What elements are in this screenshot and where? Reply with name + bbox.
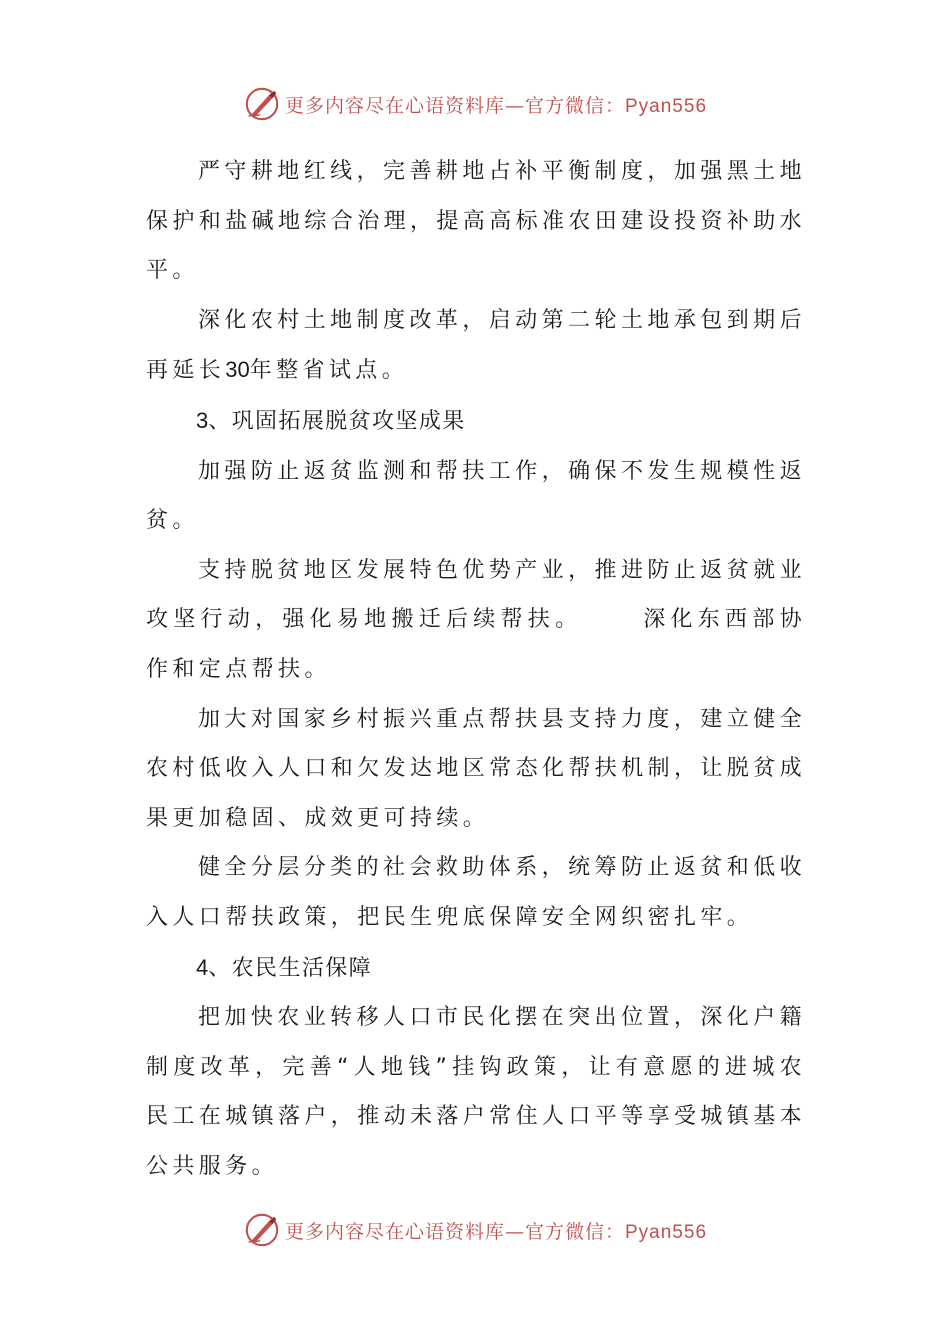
paragraph-text: 深化农村土地制度改革，启动第二轮土地承包到期后再延长	[146, 307, 806, 384]
heading-number: 4	[196, 954, 209, 980]
paragraph-text: 深化东西部协作和定点帮扶。	[146, 607, 806, 682]
watermark-text	[285, 1217, 707, 1244]
watermark-separator: —官方微信：	[504, 1220, 625, 1243]
heading-text: 、巩固拓展脱贫攻坚成果	[208, 408, 466, 434]
paragraph: 把加快农业转移人口市民化摆在突出位置，深化户籍制度改革，完善“人地钱”挂钩政策，让有意愿的进城农民工在城镇落户，推动未落户常住人口平等享受城镇基本公共服务。	[146, 1005, 807, 1179]
paragraph: 严守耕地红线，完善耕地占补平衡制度，加强黑土地保护和盐碱地综合治理，提高高标准农田建设投资补助水平。	[146, 159, 807, 284]
header-watermark	[0, 84, 950, 124]
pen-circle-logo-icon	[243, 1211, 281, 1249]
heading-text: 、农民生活保障	[208, 955, 373, 981]
paragraph-text: 支持脱贫地区发展特色优势产业，推进防止返贫就业攻坚行动，强化易地搬迁后续帮扶。	[146, 557, 806, 633]
watermark-separator: —官方微信：	[504, 94, 625, 117]
paragraph	[146, 546, 806, 695]
watermark-text	[285, 91, 707, 118]
paragraph: 加强防止返贫监测和帮扶工作，确保不发生规模性返贫。	[146, 458, 806, 534]
paragraph	[146, 296, 806, 396]
heading-number: 3	[196, 407, 209, 433]
paragraph: 加大对国家乡村振兴重点帮扶县支持力度，建立健全农村低收入人口和欠发达地区常态化帮扶机制，让脱贫成果更加稳固、成效更可持续。	[146, 706, 807, 831]
watermark-id: Pyan556	[625, 1221, 708, 1243]
paragraph-text: 年整省试点。	[249, 358, 409, 384]
footer-watermark	[0, 1210, 950, 1250]
watermark-main: 更多内容尽在心语资料库	[284, 94, 505, 117]
section-heading	[146, 396, 806, 447]
watermark-id: Pyan556	[625, 95, 708, 117]
document-body	[146, 147, 806, 1191]
paragraph: 健全分层分类的社会救助体系，统筹防止返贫和低收入人口帮扶政策，把民生兜底保障安全网织密扎牢。	[146, 855, 806, 930]
section-heading	[146, 943, 806, 994]
pen-circle-logo-icon	[243, 85, 281, 123]
watermark-main: 更多内容尽在心语资料库	[284, 1220, 505, 1243]
paragraph-number: 30	[225, 357, 250, 383]
